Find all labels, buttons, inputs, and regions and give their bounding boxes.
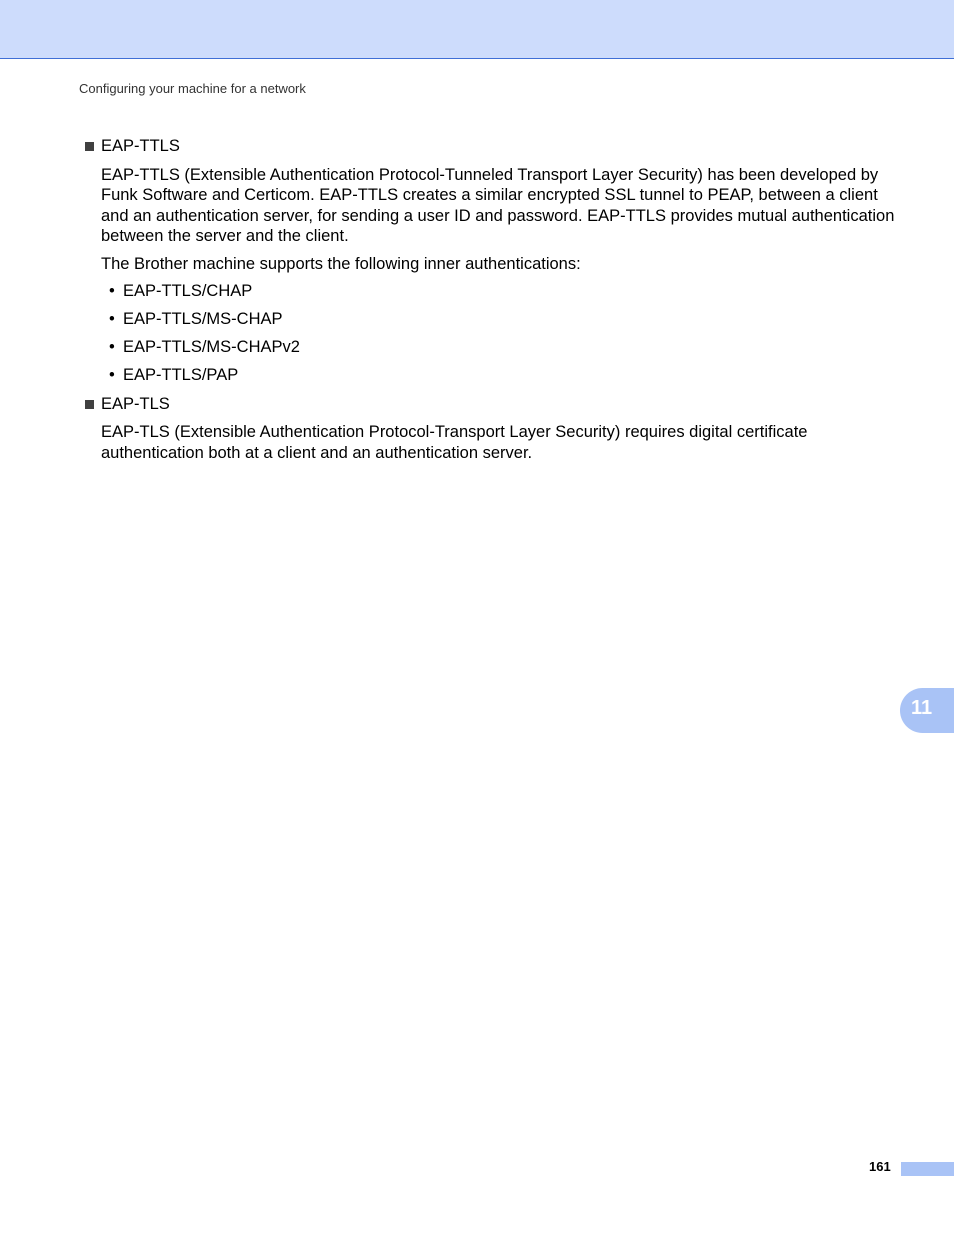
list-item: • EAP-TTLS/MS-CHAP <box>109 310 283 328</box>
inner-auth-intro: The Brother machine supports the following inner authentications: <box>101 254 581 273</box>
square-bullet-icon <box>85 400 94 409</box>
bullet-dot-icon: • <box>109 282 115 300</box>
bullet-dot-icon: • <box>109 338 115 356</box>
eap-tls-description: EAP-TLS (Extensible Authentication Protocol-Transport Layer Security) requires digital certificate authentication both at a client and an authentication server. <box>101 423 808 462</box>
chapter-tab <box>900 688 954 733</box>
running-header: Configuring your machine for a network <box>79 81 306 96</box>
chapter-number: 11 <box>911 697 933 719</box>
bullet-dot-icon: • <box>109 310 115 328</box>
list-item: • EAP-TTLS/CHAP <box>109 282 253 300</box>
list-item: • EAP-TTLS/MS-CHAPv2 <box>109 338 300 356</box>
page-number: 161 <box>869 1159 891 1174</box>
bullet-dot-icon: • <box>109 366 115 384</box>
page-content <box>85 136 895 470</box>
section-heading-text: EAP-TTLS <box>101 137 180 155</box>
inner-auth-list <box>109 281 895 386</box>
page-number-bar <box>901 1162 954 1176</box>
square-bullet-icon <box>85 142 94 151</box>
section-heading-text: EAP-TLS <box>101 394 170 413</box>
eap-ttls-description: EAP-TTLS (Extensible Authentication Protocol-Tunneled Transport Layer Security) has been developed by Funk Software and Certicom. EAP-TTLS creates a similar encrypted SSL tunnel to PEAP, between a client and an authentication server, for sending a user ID and password. EAP-TTLS provides mutual authentication between the server and the client. <box>101 165 895 245</box>
section-heading-eap-ttls <box>85 136 895 157</box>
header-band <box>0 0 954 59</box>
list-item: • EAP-TTLS/PAP <box>109 366 239 384</box>
section-heading-eap-tls <box>85 394 895 415</box>
